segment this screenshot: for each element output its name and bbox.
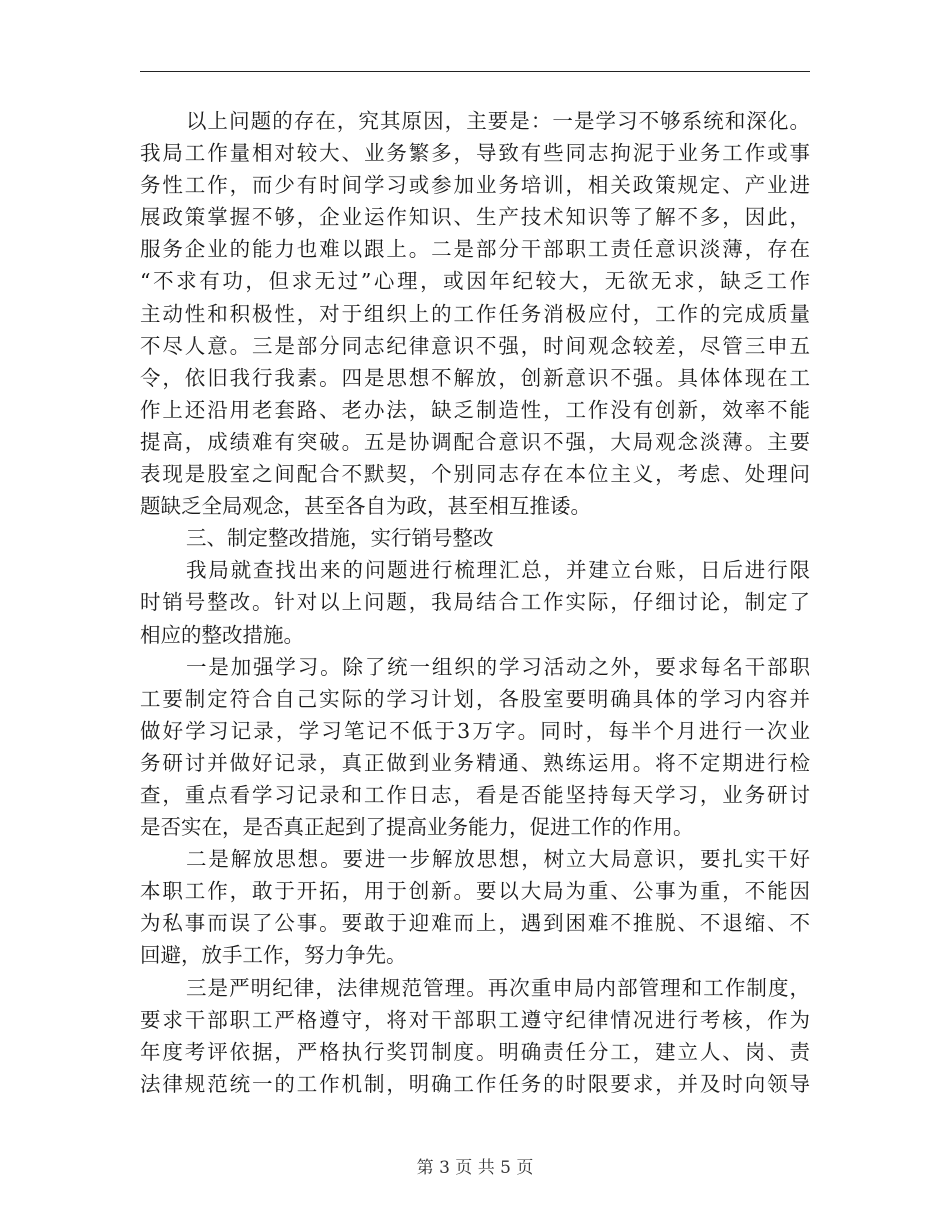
text-line: 二是解放思想。要进一步解放思想，树立大局意识，要扎实干好	[186, 847, 810, 872]
text-line: 本职工作，敢于开拓，用于创新。要以大局为重、公事为重，不能因	[140, 879, 810, 904]
text-line: 务研讨并做好记录，真正做到业务精通、熟练运用。将不定期进行检	[140, 750, 810, 775]
text-line: 相应的整改措施。	[140, 622, 304, 647]
page-footer: 第 3 页 共 5 页	[416, 1158, 534, 1178]
text-line: 我局工作量相对较大、业务繁多，导致有些同志拘泥于业务工作或事	[140, 141, 810, 166]
text-line: 为私事而误了公事。要敢于迎难而上，遇到困难不推脱、不退缩、不	[140, 911, 810, 936]
text-line: 提高，成绩难有突破。五是协调配合意识不强，大局观念淡薄。主要	[140, 429, 810, 454]
header-rule	[140, 71, 810, 72]
text-line: 作上还沿用老套路、老办法，缺乏制造性，工作没有创新，效率不能	[140, 397, 810, 422]
text-line: 以上问题的存在，究其原因，主要是：一是学习不够系统和深化。	[186, 109, 810, 133]
text-line: 回避，放手工作，努力争先。	[140, 943, 407, 968]
text-line: 服务企业的能力也难以跟上。二是部分干部职工责任意识淡薄，存在	[140, 237, 810, 262]
text-line: 展政策掌握不够，企业运作知识、生产技术知识等了解不多，因此，	[140, 205, 810, 230]
text-line: 令，依旧我行我素。四是思想不解放，创新意识不强。具体体现在工	[140, 365, 810, 390]
text-line: 是否实在，是否真正起到了提高业务能力，促进工作的作用。	[140, 815, 694, 840]
text-line: 要求干部职工严格遵守，将对干部职工遵守纪律情况进行考核，作为	[140, 1007, 810, 1032]
text-line: 年度考评依据，严格执行奖罚制度。明确责任分工，建立人、岗、责	[140, 1039, 810, 1064]
text-line: 一是加强学习。除了统一组织的学习活动之外，要求每名干部职	[186, 654, 810, 679]
text-line: 题缺乏全局观念，甚至各自为政，甚至相互推诿。	[140, 494, 591, 519]
text-line: 不尽人意。三是部分同志纪律意识不强，时间观念较差，尽管三申五	[140, 333, 810, 358]
text-line: 表现是股室之间配合不默契，个别同志存在本位主义，考虑、处理问	[140, 462, 810, 487]
text-line: 三是严明纪律，法律规范管理。再次重申局内部管理和工作制度，	[186, 975, 810, 1000]
text-line: 查，重点看学习记录和工作日志，看是否能坚持每天学习，业务研讨	[140, 782, 810, 807]
text-line: 时销号整改。针对以上问题，我局结合工作实际，仔细讨论，制定了	[140, 590, 810, 615]
text-line: 做好学习记录，学习笔记不低于3万字。同时，每半个月进行一次业	[140, 718, 810, 743]
text-line: 我局就查找出来的问题进行梳理汇总，并建立台账，日后进行限	[186, 558, 810, 583]
section-heading: 三、制定整改措施，实行销号整改	[186, 526, 494, 551]
text-line: 工要制定符合自己实际的学习计划，各股室要明确具体的学习内容并	[140, 686, 810, 711]
text-line: 法律规范统一的工作机制，明确工作任务的时限要求，并及时向领导	[140, 1071, 810, 1096]
text-line: 务性工作，而少有时间学习或参加业务培训，相关政策规定、产业进	[140, 173, 810, 198]
text-line: 主动性和积极性，对于组织上的工作任务消极应付，工作的完成质量	[140, 301, 810, 326]
body-text	[140, 105, 810, 1100]
text-line: “不求有功，但求无过”心理，或因年纪较大，无欲无求，缺乏工作	[140, 269, 810, 294]
